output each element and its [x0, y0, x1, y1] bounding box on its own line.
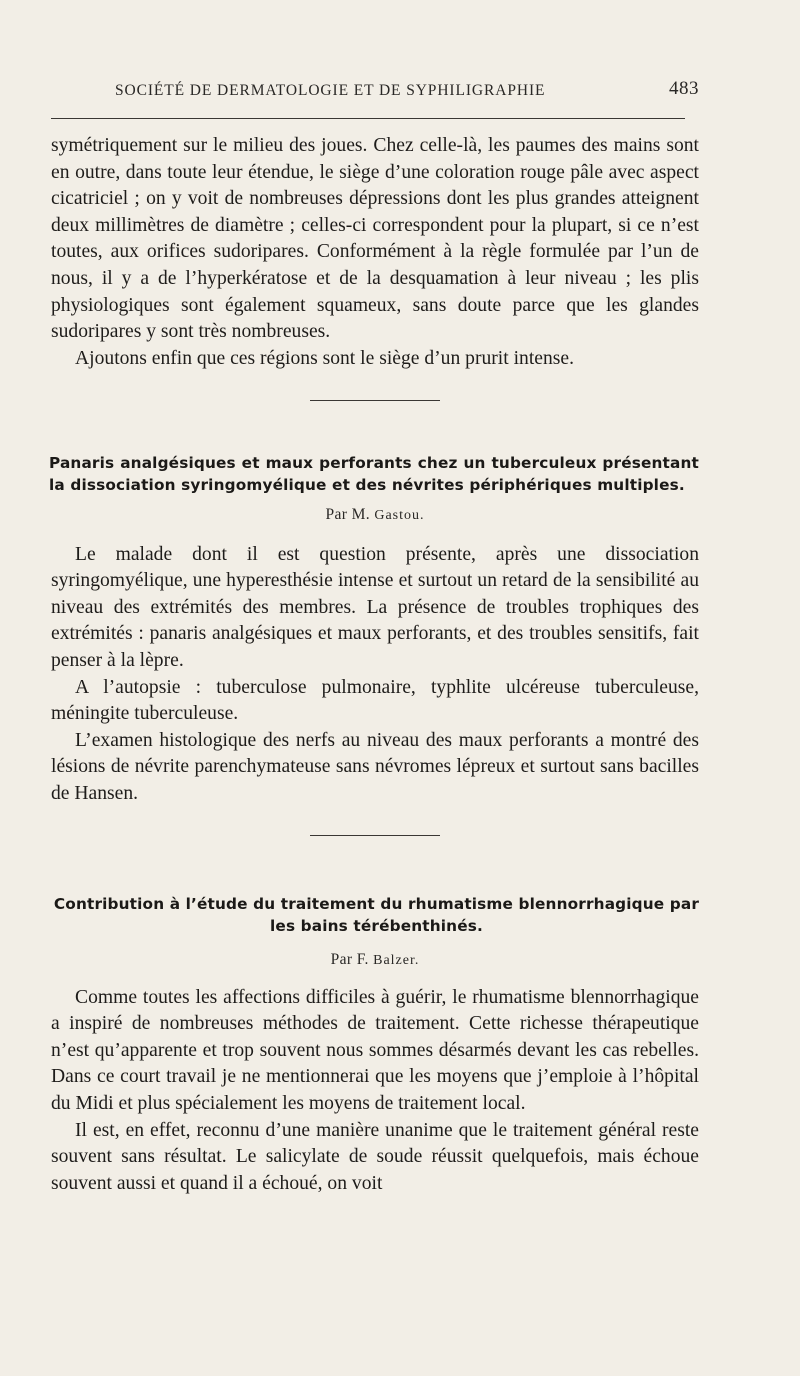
paragraph: Comme toutes les affections difficiles à guérir, le rhumatisme blennorrhagique a inspiré de nombreuses méthodes de traitement. Cette richesse thérapeutique n’est qu’apparente et trop souvent nous sommes désarmés devant les cas rebelles. Dans ce court travail je ne mentionnerai que les moyens que j’emploie à l’hôpital du Midi et plus spécialement les moyens de traitement local. [51, 986, 699, 1115]
author-name: Balzer. [373, 952, 420, 968]
header-rule [51, 118, 685, 119]
byline-prefix: Par F. [330, 950, 369, 968]
article-body-panaris [51, 542, 699, 808]
byline-gastou [51, 506, 699, 524]
article-body-rhumatisme [51, 985, 699, 1198]
byline-prefix: Par M. [325, 505, 371, 523]
paragraph: Ajoutons enfin que ces régions sont le siège d’un prurit intense. [75, 347, 574, 369]
paragraph: Il est, en effet, reconnu d’une manière unanime que le traitement général reste souvent sans résultat. Le salicylate de soude réussit quelquefois, mais échoue souvent aussi et quand il a échoué, on voit [51, 1119, 699, 1194]
article-title-panaris: Panaris analgésiques et maux perforants chez un tuberculeux présentant la dissociation syringomyélique et des névrites périphériques multiples. [49, 454, 699, 494]
paragraph: Le malade dont il est question présente, après une dissociation syringomyélique, une hyperesthésie intense et surtout un retard de la sensibilité au niveau des extrémités des membres. La présence de troubles trophiques des extrémités : panaris analgésiques et maux perforants, et des troubles sensitifs, fait penser à la lèpre. [51, 543, 699, 671]
paragraph: symétriquement sur le milieu des joues. Chez celle-là, les paumes des mains sont en outre, dans toute leur étendue, le siège d’une coloration rouge pâle avec aspect cicatriciel ; on y voit de nombreuses dépressions dont les plus grandes atteignent deux millimètres de diamètre ; celles-ci correspondent pour la plupart, si ce n’est toutes, aux orifices sudoripares. Conformément à la règle formulée par l’un de nous, il y a de l’hyperkératose et de la desquamation à leur niveau ; les plis physiologiques sont également squameux, sans doute parce que les glandes sudoripares y sont très nombreuses. [51, 135, 699, 343]
running-head-title: SOCIÉTÉ DE DERMATOLOGIE ET DE SYPHILIGRAPHIE [115, 82, 546, 99]
section-continuation [51, 133, 699, 372]
author-name: Gastou. [374, 507, 425, 523]
section-separator [310, 400, 440, 401]
article-title-rhumatisme: Contribution à l’étude du traitement du rhumatisme blennorrhagique par les bains térébenthinés. [53, 895, 700, 936]
paragraph: A l’autopsie : tuberculose pulmonaire, typhlite ulcéreuse tuberculeuse, méningite tuberculeuse. [51, 676, 699, 725]
byline-balzer [51, 951, 699, 969]
paragraph: L’examen histologique des nerfs au niveau des maux perforants a montré des lésions de névrite parenchymateuse sans névromes lépreux et surtout sans bacilles de Hansen. [51, 729, 699, 804]
section-separator [310, 835, 440, 836]
page [51, 78, 699, 1197]
page-number: 483 [669, 78, 699, 99]
running-head [51, 78, 699, 108]
